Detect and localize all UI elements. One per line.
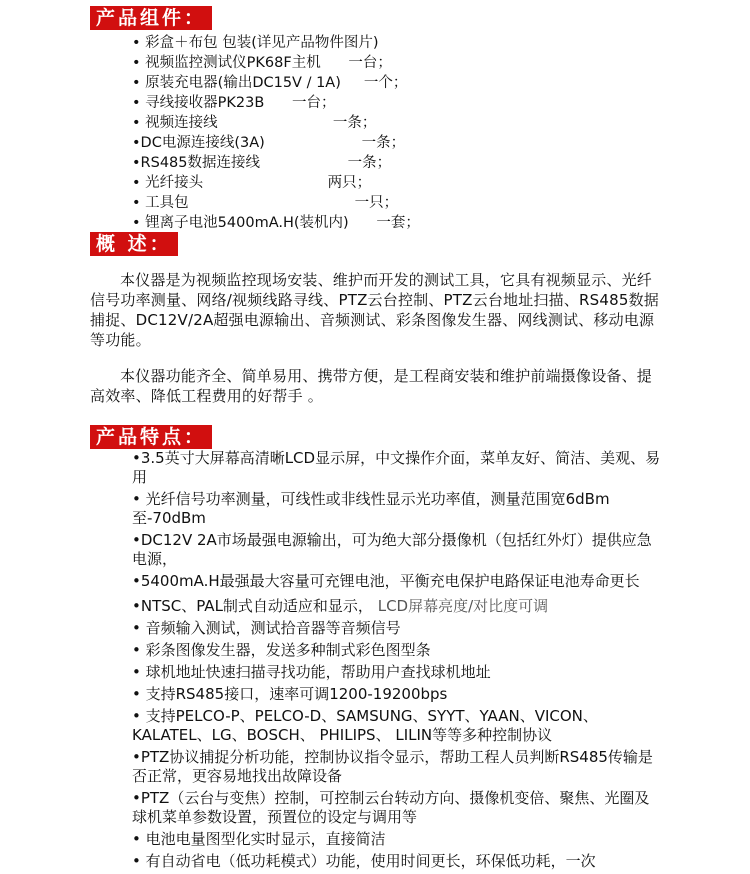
list-item: • 视频监控测试仪PK68F主机 一台； <box>132 55 392 71</box>
list-item: • 光纤信号功率测量，可线性或非线性显示光功率值，测量范围宽6dBm至-70dBm <box>132 490 610 527</box>
overview-heading: 概 述： <box>90 232 178 256</box>
list-item: • 有自动省电（低功耗模式）功能，使用时间更长，环保低功耗，一次 <box>132 852 596 870</box>
list-item: • 彩条图像发生器，发送多种制式彩色图型条 <box>132 641 431 659</box>
list-item: • 原装充电器(输出DC15V / 1A) 一个； <box>132 75 408 91</box>
lcd-note: LCD屏幕亮度/对比度可调 <box>372 597 549 615</box>
overview-paragraph-1: 本仪器是为视频监控现场安装、维护而开发的测试工具，它具有视频显示、光纤信号功率测量、网络/视频线路寻线、PTZ云台控制、PTZ云台地址扫描、RS485数据捕捉、DC12V/2A超强电源输出、音频测试、彩条图像发生器、网线测试、移动电源等功能。 <box>90 271 659 349</box>
features-list <box>132 449 662 874</box>
list-item: • 工具包 一只； <box>132 195 399 211</box>
list-item <box>132 597 662 616</box>
list-item: • 光纤接头 两只； <box>132 175 372 191</box>
list-item: • 电池电量图型化实时显示，直接简洁 <box>132 830 386 848</box>
list-item: •PTZ（云台与变焦）控制，可控制云台转动方向、摄像机变倍、聚焦、光圈及球机菜单参数设置，预置位的设定与调用等 <box>132 789 650 826</box>
feature-text: •NTSC、PAL制式自动适应和显示， <box>132 597 373 615</box>
list-item: • 视频连接线 一条； <box>132 115 377 131</box>
list-item: •RS485数据连接线 一条； <box>132 155 392 171</box>
list-item: •PTZ协议捕捉分析功能，控制协议指令显示，帮助工程人员判断RS485传输是否正常，更容易地找出故障设备 <box>132 748 653 785</box>
list-item: •5400mA.H最强最大容量可充锂电池，平衡充电保护电路保证电池寿命更长 <box>132 572 640 590</box>
list-item: •DC电源连接线(3A) 一条； <box>132 135 406 151</box>
components-list <box>132 33 420 233</box>
list-item: • 音频输入测试，测试拾音器等音频信号 <box>132 619 401 637</box>
list-item: •DC12V 2A市场最强电源输出，可为绝大部分摄像机（包括红外灯）提供应急电源， <box>132 531 652 568</box>
list-item: • 彩盒＋布包 包装(详见产品物件图片) <box>132 35 379 51</box>
list-item: • 支持RS485接口，速率可调1200-19200bps <box>132 685 448 703</box>
list-item: • 锂离子电池5400mA.H(装机内) 一套； <box>132 215 420 231</box>
list-item: • 寻线接收器PK23B 一台； <box>132 95 336 111</box>
list-item: •3.5英寸大屏幕高清晰LCD显示屏，中文操作介面，菜单友好、简洁、美观、易用 <box>132 449 661 486</box>
overview-paragraph-2: 本仪器功能齐全、简单易用、携带方便，是工程商安装和维护前端摄像设备、提高效率、降低工程费用的好帮手 。 <box>90 367 653 405</box>
list-item: • 球机地址快速扫描寻找功能，帮助用户查找球机地址 <box>132 663 491 681</box>
features-heading: 产品特点： <box>90 425 212 449</box>
list-item: • 支持PELCO-P、PELCO-D、SAMSUNG、SYYT、YAAN、VICON、 KALATEL、LG、BOSCH、 PHILIPS、 LILIN等等多种控制协议 <box>132 707 598 744</box>
components-heading: 产品组件： <box>90 6 212 30</box>
